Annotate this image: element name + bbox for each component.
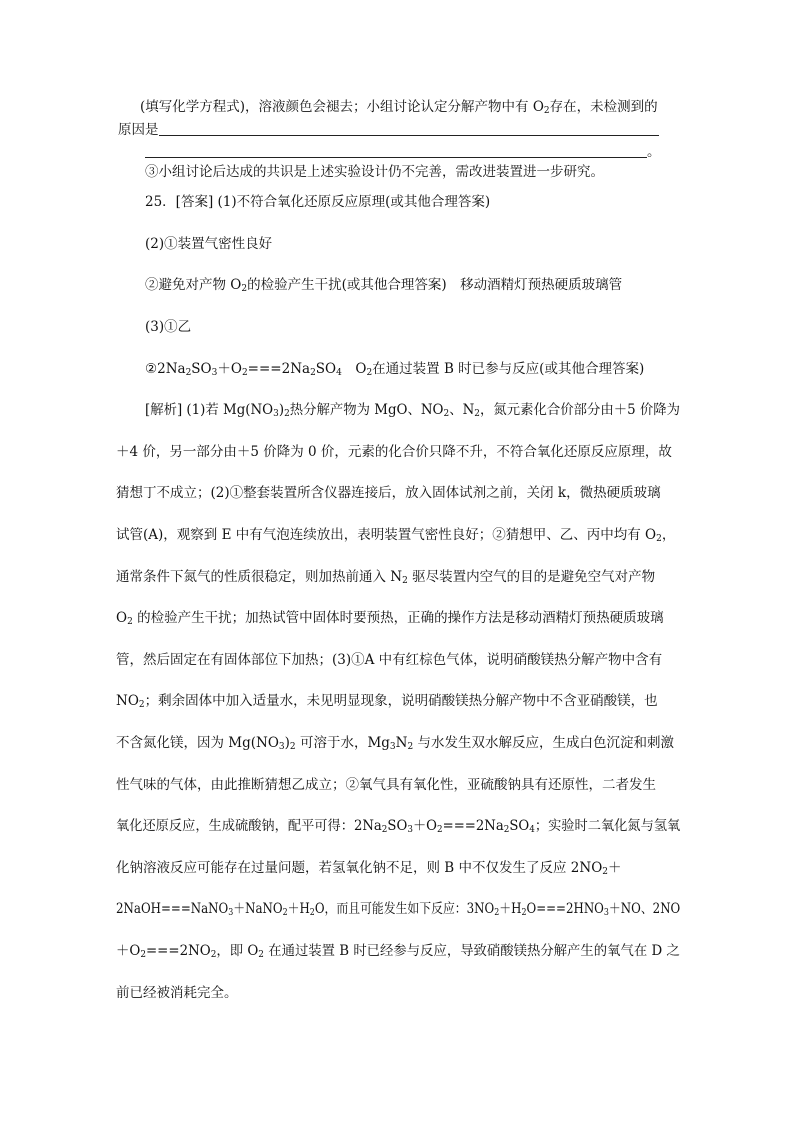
text: N <box>395 735 408 751</box>
text: 。 <box>647 144 661 160</box>
subscript: 2 <box>258 950 264 960</box>
text: 2NaOH===NaNO <box>116 901 229 917</box>
text: (2)①装置气密性良好 <box>145 236 273 252</box>
subscript: 2 <box>309 908 315 918</box>
text: ，即 O <box>216 943 259 959</box>
analysis-line-4 <box>116 526 675 544</box>
subscript: 2 <box>381 825 388 835</box>
text: ＋H <box>287 901 310 917</box>
text: O，而且可能发生如下反应：3NO <box>314 901 495 917</box>
answer-line-4 <box>145 318 191 336</box>
text: SO <box>315 361 337 377</box>
text: ===2NO <box>145 943 211 959</box>
answer-line-3 <box>145 276 622 294</box>
text: ，氮元素化合价部分由＋5 价降为 <box>479 402 680 418</box>
subscript: 2 <box>366 368 373 378</box>
subscript: 3 <box>228 908 234 918</box>
text: ；剩余固体中加入适量水，未见明显现象，说明硝酸镁热分解产物中不含亚硝酸镁，也 <box>144 693 658 709</box>
text: (3)①乙 <box>145 319 192 335</box>
question-line-1 <box>140 98 658 116</box>
text: 性气味的气体，由此推断猜想乙成立；②氧气具有氧化性，亚硫酸钠具有还原性，二者发生 <box>116 777 656 793</box>
analysis-line-10 <box>116 776 656 794</box>
subscript: 2 <box>656 534 662 544</box>
text: 存在，未检测到的 <box>549 99 658 115</box>
subscript: 2 <box>185 368 192 378</box>
subscript: 3 <box>407 825 413 835</box>
subscript: 2 <box>140 950 146 960</box>
answer-line-2 <box>145 235 272 253</box>
text: ③小组讨论后达成的共识是上述实验设计仍不完善，需改进装置进一步研究。 <box>145 164 604 180</box>
subscript: 2 <box>494 908 500 918</box>
subscript: 3 <box>603 908 609 918</box>
subscript: 3 <box>389 742 396 752</box>
subscript: 2 <box>289 742 296 752</box>
text: ＋O <box>116 943 141 959</box>
text: ， <box>661 527 676 543</box>
analysis-line-2 <box>116 443 672 461</box>
subscript: 4 <box>529 825 535 835</box>
text: 在通过装置 B 时已参与反应(或其他合理答案) <box>372 361 645 377</box>
text: ＋NO、2NO <box>608 901 681 917</box>
text: 化钠溶液反应可能存在过量问题，若氢氧化钠不足，则 B 中不仅发生了反应 2NO <box>116 860 603 876</box>
text: 氧化还原反应，生成硫酸钠，配平可得：2Na <box>116 818 382 834</box>
text: ②避免对产物 O <box>145 277 242 293</box>
text: (填写化学方程式)，溶液颜色会褪去；小组讨论认定分解产物中有 O <box>140 99 544 115</box>
text: 、N <box>449 402 475 418</box>
analysis-line-14 <box>116 942 680 960</box>
text: ＋O <box>217 361 242 377</box>
subscript: 2 <box>241 284 248 294</box>
subscript: 2 <box>127 617 133 627</box>
subscript: 2 <box>282 908 288 918</box>
text: ＋H <box>499 901 522 917</box>
analysis-line-6 <box>116 609 664 627</box>
answer-blank <box>159 122 659 136</box>
analysis-line-1 <box>145 401 680 419</box>
question-line-4 <box>145 163 604 181</box>
text: SO <box>509 818 530 834</box>
answer-line-5 <box>145 360 644 378</box>
subscript: 2 <box>437 825 443 835</box>
subscript: 2 <box>284 409 290 419</box>
answer-blank <box>145 144 647 158</box>
text: ===2Na <box>442 818 504 834</box>
text: ) <box>284 735 290 751</box>
text: O <box>341 361 367 377</box>
subscript: 2 <box>407 742 414 752</box>
subscript: 3 <box>211 368 218 378</box>
analysis-line-3 <box>116 484 661 502</box>
text: [解析] (1)若 Mg(NO <box>145 402 274 418</box>
analysis-line-5 <box>116 568 655 586</box>
question-line-2 <box>118 121 659 139</box>
text: ＋ <box>608 860 622 876</box>
text: SO <box>191 361 212 377</box>
text: ＋4 价，另一部分由＋5 价降为 0 价，元素的化合价只降不升，不符合氧化还原反应原理，故 <box>116 444 672 460</box>
analysis-line-7 <box>116 651 662 669</box>
analysis-line-13 <box>116 900 680 918</box>
text: ＋O <box>412 818 438 834</box>
text: ；实验时二氧化氮与氢氧 <box>534 818 681 834</box>
subscript: 3 <box>278 742 285 752</box>
text: NO <box>116 693 139 709</box>
text: ) <box>278 402 285 418</box>
analysis-line-8 <box>116 692 658 710</box>
subscript: 2 <box>503 825 510 835</box>
text: 驱尽装置内空气的目的是避免空气对产物 <box>407 569 656 585</box>
text: 可溶于水，Mg <box>295 735 390 751</box>
subscript: 3 <box>273 409 279 419</box>
text: 的检验产生干扰；加热试管中固体时要预热，正确的操作方法是移动酒精灯预热硬质玻璃 <box>132 610 664 626</box>
text: 猜想丁不成立；(2)①整套装置所含仪器连接后，放入固体试剂之前，关闭 k，微热硬质玻璃 <box>116 485 661 501</box>
text: 试管(A)，观察到 E 中有气泡连续放出，表明装置气密性良好；②猜想甲、乙、丙中均有 O <box>116 527 657 543</box>
text: 与水发生双水解反应，生成白色沉淀和刺激 <box>413 735 674 751</box>
text: 热分解产物为 MgO、NO <box>289 402 444 418</box>
text: O <box>116 610 128 626</box>
analysis-line-9 <box>116 734 674 752</box>
text: 原因是 <box>118 122 159 138</box>
question-line-3 <box>145 143 661 161</box>
subscript: 2 <box>241 368 248 378</box>
analysis-line-12 <box>116 859 622 877</box>
text: 的检验产生干扰(或其他合理答案) 移动酒精灯预热硬质玻璃管 <box>247 277 623 293</box>
text: O===2HNO <box>526 901 604 917</box>
subscript: 2 <box>443 409 450 419</box>
subscript: 2 <box>138 700 145 710</box>
subscript: 2 <box>402 576 408 586</box>
subscript: 4 <box>336 368 342 378</box>
subscript: 2 <box>521 908 527 918</box>
text: ===2Na <box>247 361 311 377</box>
answer-heading <box>145 193 490 211</box>
subscript: 2 <box>543 106 550 116</box>
text: 前已经被消耗完全。 <box>116 985 238 1001</box>
text: 不含氮化镁，因为 Mg(NO <box>116 735 279 751</box>
text: ②2Na <box>145 361 186 377</box>
analysis-line-11 <box>116 817 680 835</box>
subscript: 2 <box>310 368 316 378</box>
subscript: 2 <box>602 867 608 877</box>
text: ＋NaNO <box>233 901 283 917</box>
text: SO <box>387 818 408 834</box>
subscript: 2 <box>474 409 480 419</box>
subscript: 2 <box>210 950 217 960</box>
text: 在通过装置 B 时已经参与反应，导致硝酸镁热分解产生的氧气在 D 之 <box>263 943 680 959</box>
text: 25．[答案] (1)不符合氧化还原反应原理(或其他合理答案) <box>145 194 491 210</box>
text: 通常条件下氮气的性质很稳定，则加热前通入 N <box>116 569 403 585</box>
analysis-line-15 <box>116 984 238 1002</box>
text: 管，然后固定在有固体部位下加热；(3)①A 中有红棕色气体，说明硝酸镁热分解产物中含有 <box>116 652 663 668</box>
